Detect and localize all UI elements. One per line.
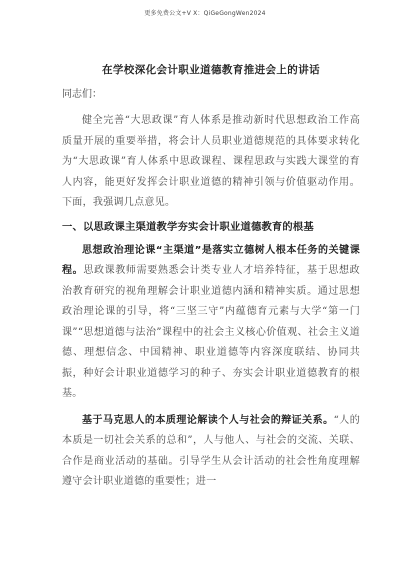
document-title: 在学校深化会计职业道德教育推进会上的讲话 xyxy=(102,64,320,76)
header-watermark: 更多免费公文+V X：QiGeGongWen2024 xyxy=(144,10,266,17)
document-page xyxy=(62,62,360,493)
paragraph-lead-sentence: 思想政治理论课“主渠道”是落实立德树人根本任务的关键课程。 xyxy=(62,244,360,276)
paragraph-body-text: 思政课教师需要熟悉会计类专业人才培养特征，基于思想政治教育研究的视角理解会计职业道德内涵和精神实质。通过思想政治理论课的引导，将“三坚三守”内蕴德育元素与大学“第一门课”“思想道德与法治”课程中的社会主义核心价值观、社会主义道德、理想信念、中国精神、职业道德等内容深度联结、协同共振，种好会计职业道德学习的种子、夯实会计职业道德教育的根基。 xyxy=(62,265,360,399)
section1-paragraph-1 xyxy=(62,241,360,405)
section-heading-1: 一、以思政课主渠道教学夯实会计职业道德教育的根基 xyxy=(62,220,314,233)
paragraph-body-text: “人的本质是一切社会关系的总和”，人与他人、与社会的交流、关联、合作是商业活动的基础。引导学生从会计活动的社会性角度理解遵守会计职业道德的重要性；进一 xyxy=(62,414,361,487)
intro-paragraph: 健全完善“大思政课”育人体系是推动新时代思想政治工作高质量开展的重要举措，将会计人员职业道德规范的具体要求转化为“大思政课”育人体系中思政课程、课程思政与实践大课堂的育人内容，能更好发挥会计职业道德的精神引领与价值驱动作用。下面，我强调几点意见。 xyxy=(62,115,360,208)
paragraph-lead-sentence: 基于马克思人的本质理论解读个人与社会的辩证关系。 xyxy=(82,414,334,426)
salutation: 同志们： xyxy=(62,89,102,100)
section1-paragraph-2 xyxy=(62,411,360,493)
